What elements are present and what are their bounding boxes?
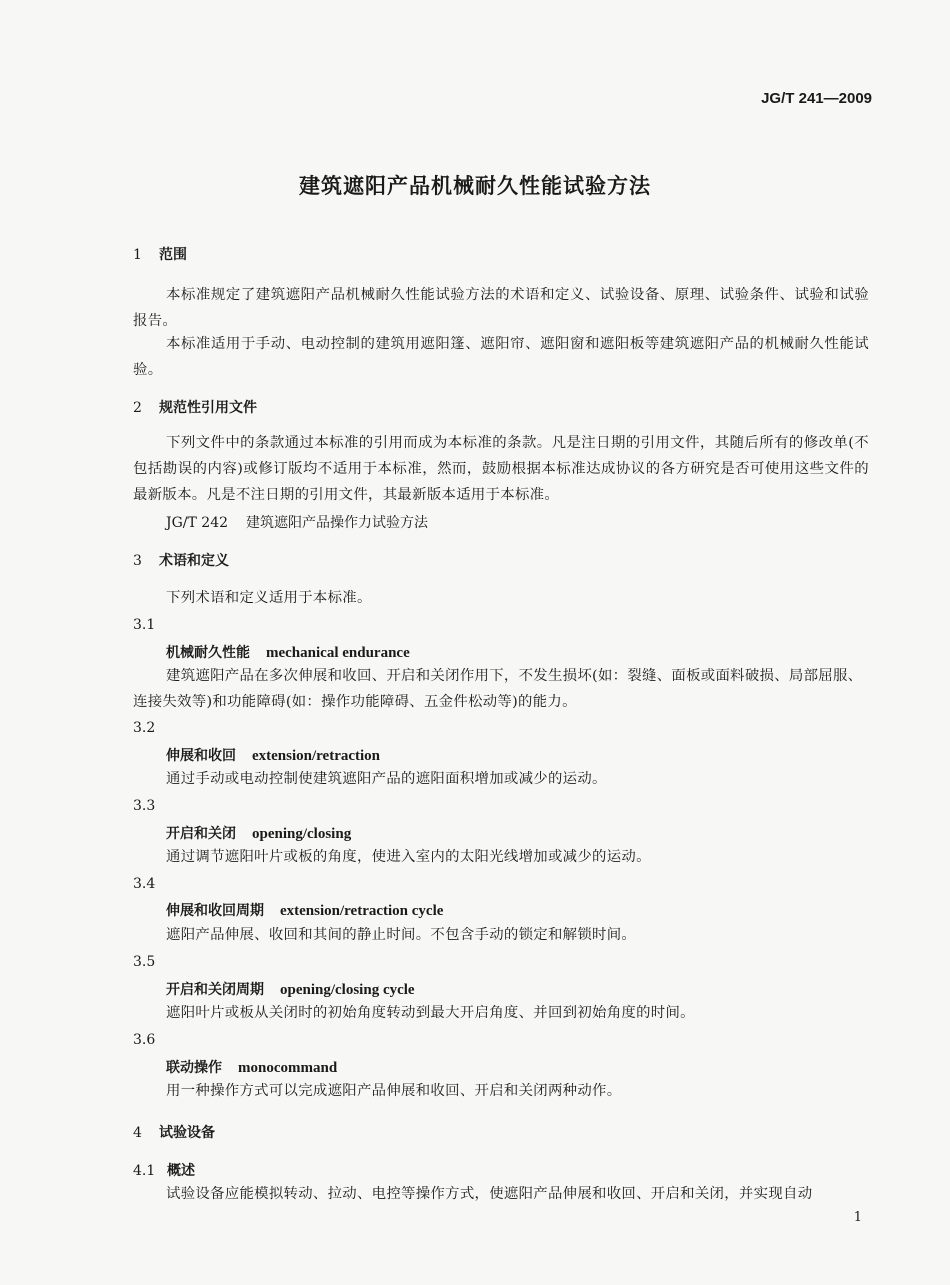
term-definition: 遮阳叶片或板从关闭时的初始角度转动到最大开启角度、并回到初始角度的时间。 [166,1005,695,1021]
section-number: 4 [133,1125,142,1141]
term-number: 3.4 [133,876,156,892]
term-english: opening/closing [252,826,352,842]
term-heading [166,642,410,662]
term-definition: 通过手动或电动控制使建筑遮阳产品的遮阳面积增加或减少的运动。 [166,771,607,787]
section-number: 2 [133,400,142,416]
term-english: mechanical endurance [266,645,410,661]
term-english: monocommand [238,1060,338,1076]
section-1-paragraph-1: 本标准规定了建筑遮阳产品机械耐久性能试验方法的术语和定义、试验设备、原理、试验条件、试验和试验报告。 [133,287,869,329]
term-heading [166,1057,337,1077]
term-heading [166,823,351,843]
section-title: 术语和定义 [159,553,229,569]
term-heading [166,745,380,765]
subsection-title: 概述 [167,1163,195,1179]
term-number: 3.2 [133,720,156,736]
section-4-heading [133,1122,215,1142]
reference-title: 建筑遮阳产品操作力试验方法 [246,515,429,531]
normative-reference [166,512,428,532]
term-chinese: 伸展和收回 [166,748,236,764]
section-3-heading [133,550,229,570]
term-chinese: 开启和关闭 [166,826,236,842]
term-number: 3.1 [133,617,156,633]
section-title: 范围 [159,247,187,263]
term-english: extension/retraction [252,748,381,764]
term-chinese: 开启和关闭周期 [166,982,264,998]
term-number: 3.3 [133,798,156,814]
subsection-4-1-heading [133,1160,195,1180]
section-1-heading [133,244,187,264]
term-definition: 通过调节遮阳叶片或板的角度，使进入室内的太阳光线增加或减少的运动。 [166,849,651,865]
term-number: 3.5 [133,954,156,970]
term-definition: 建筑遮阳产品在多次伸展和收回、开启和关闭作用下，不发生损坏(如：裂缝、面板或面料破损、局部屈服、连接失效等)和功能障碍(如：操作功能障碍、五金件松动等)的能力。 [133,668,863,710]
term-definition: 用一种操作方式可以完成遮阳产品伸展和收回、开启和关闭两种动作。 [166,1083,622,1099]
section-3-intro: 下列术语和定义适用于本标准。 [166,590,372,606]
term-chinese: 联动操作 [166,1060,222,1076]
section-2-heading [133,397,257,417]
standard-number: JG/T 241—2009 [761,90,872,107]
term-number: 3.6 [133,1032,156,1048]
term-english: opening/closing cycle [280,982,415,998]
section-number: 3 [133,553,142,569]
document-title: 建筑遮阳产品机械耐久性能试验方法 [299,174,651,198]
section-number: 1 [133,247,142,263]
reference-code: JG/T 242 [166,515,229,531]
term-english: extension/retraction cycle [280,903,444,919]
term-definition: 遮阳产品伸展、收回和其间的静止时间。不包含手动的锁定和解锁时间。 [166,927,637,943]
term-chinese: 伸展和收回周期 [166,903,264,919]
term-heading [166,979,415,999]
page-number: 1 [853,1210,862,1225]
section-title: 试验设备 [159,1125,215,1141]
section-1-paragraph-2: 本标准适用于手动、电动控制的建筑用遮阳篷、遮阳帘、遮阳窗和遮阳板等建筑遮阳产品的机械耐久性能试验。 [133,336,869,378]
subsection-number: 4.1 [133,1163,156,1179]
section-title: 规范性引用文件 [159,400,257,416]
term-heading [166,900,443,920]
term-chinese: 机械耐久性能 [166,645,250,661]
subsection-4-1-paragraph: 试验设备应能模拟转动、拉动、电控等操作方式，使遮阳产品伸展和收回、开启和关闭，并实现自动 [166,1186,813,1202]
section-2-paragraph-1: 下列文件中的条款通过本标准的引用而成为本标准的条款。凡是注日期的引用文件，其随后所有的修改单(不包括勘误的内容)或修订版均不适用于本标准，然而，鼓励根据本标准达成协议的各方研究是否可使用这些文件的最新版本。凡是不注日期的引用文件，其最新版本适用于本标准。 [133,435,869,503]
